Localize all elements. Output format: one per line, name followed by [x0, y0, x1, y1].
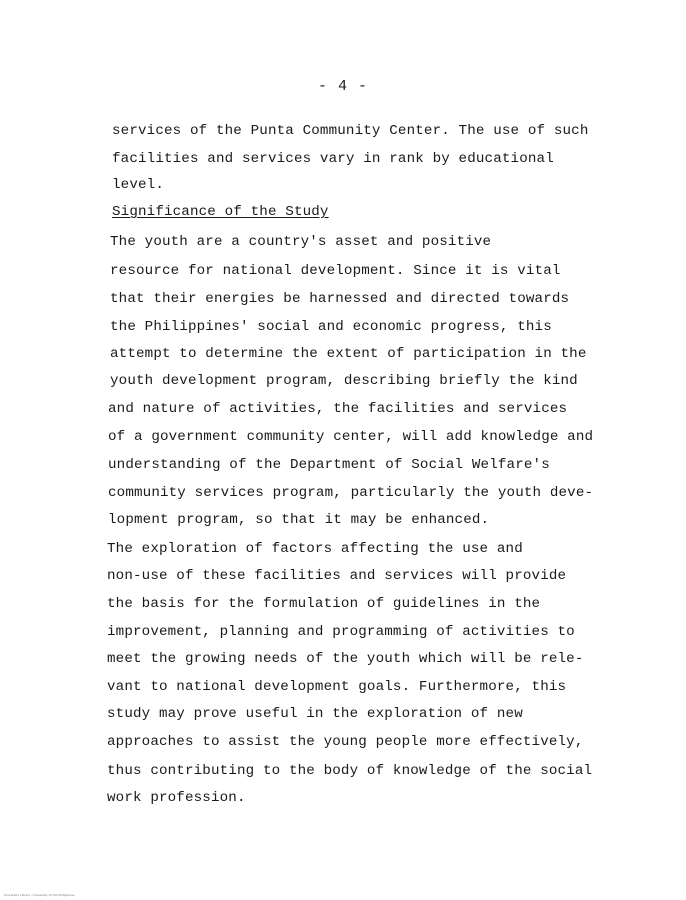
- text-line: that their energies be harnessed and directed towards: [110, 291, 570, 307]
- text-line: vant to national development goals. Furthermore, this: [107, 679, 567, 695]
- text-line: study may prove useful in the exploration of new: [107, 706, 523, 722]
- text-line: youth development program, describing briefly the kind: [110, 373, 578, 389]
- text-line: services of the Punta Community Center. The use of such: [112, 123, 589, 139]
- text-line: community services program, particularly the youth deve-: [108, 485, 594, 501]
- text-line: level.: [112, 177, 164, 193]
- text-line: improvement, planning and programming of activities to: [107, 624, 575, 640]
- section-heading: Significance of the Study: [112, 204, 329, 220]
- text-line: attempt to determine the extent of participation in the: [110, 346, 587, 362]
- page-number: - 4 -: [317, 78, 368, 95]
- text-line: facilities and services vary in rank by educational: [112, 151, 554, 167]
- text-line: The youth are a country's asset and positive: [110, 234, 492, 250]
- text-line: work profession.: [107, 790, 246, 806]
- text-line: and nature of activities, the facilities and services: [108, 401, 568, 417]
- text-line: the basis for the formulation of guidelines in the: [107, 596, 541, 612]
- text-line: The exploration of factors affecting the use and: [107, 541, 523, 557]
- text-line: lopment program, so that it may be enhanced.: [108, 512, 490, 528]
- text-line: non-use of these facilities and services will provide: [107, 568, 567, 584]
- text-line: the Philippines' social and economic progress, this: [110, 319, 552, 335]
- text-line: thus contributing to the body of knowledge of the social: [107, 763, 593, 779]
- text-line: of a government community center, will add knowledge and: [108, 429, 594, 445]
- text-line: understanding of the Department of Social Welfare's: [108, 457, 550, 473]
- library-footer-mark: University Library, University of the Philippines: [4, 893, 75, 897]
- text-line: approaches to assist the young people more effectively,: [107, 734, 584, 750]
- text-line: meet the growing needs of the youth which will be rele-: [107, 651, 584, 667]
- text-line: resource for national development. Since it is vital: [110, 263, 561, 279]
